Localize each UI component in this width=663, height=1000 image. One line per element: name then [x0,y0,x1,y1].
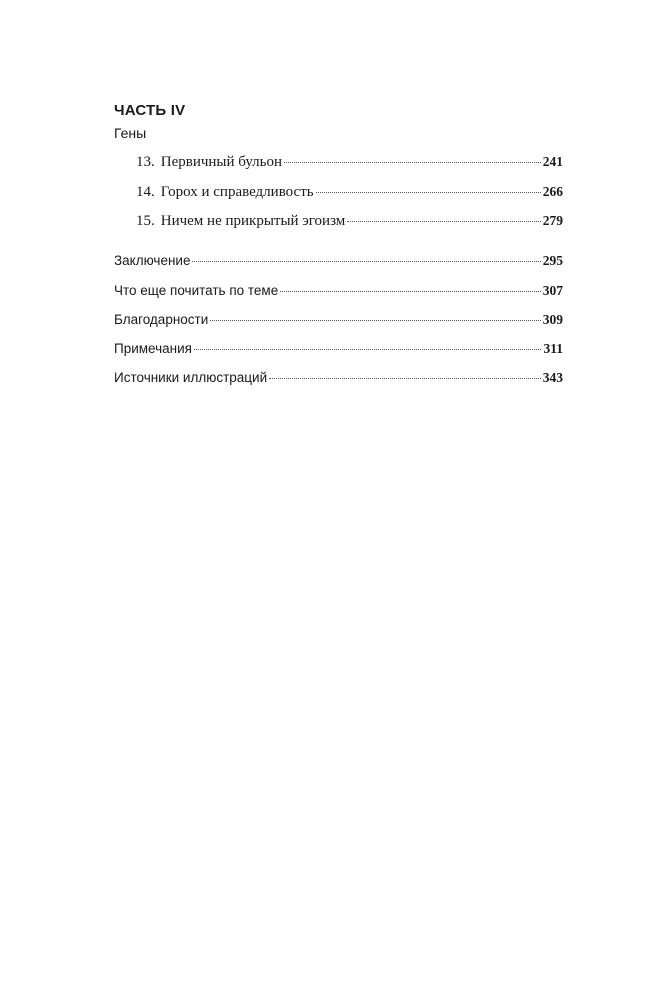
back-matter-page-number: 311 [543,341,563,356]
chapter-page-number: 241 [542,154,563,169]
toc-acknowledgements[interactable] [114,312,563,328]
part-subtitle: Гены [114,125,147,141]
dot-leader [192,261,540,262]
chapter-number: 13. [136,154,155,170]
back-matter-page-number: 307 [542,283,563,298]
back-matter-title: Заключение [114,253,191,268]
chapter-title: Ничем не прикрытый эгоизм [160,213,346,229]
dot-leader [347,221,540,222]
chapter-page-number: 266 [542,184,563,199]
chapter-label [136,154,282,171]
dot-leader [284,162,541,163]
dot-leader [210,320,540,321]
toc-chapter-13[interactable] [136,154,563,171]
part-heading: ЧАСТЬ IV [114,102,186,119]
chapter-label [136,184,314,201]
back-matter-page-number: 343 [542,370,563,385]
chapter-page-number: 279 [542,213,563,228]
dot-leader [316,192,541,193]
chapter-title: Первичный бульон [160,154,283,170]
back-matter-title: Благодарности [114,312,209,327]
toc-chapter-15[interactable] [136,213,563,230]
toc-chapter-14[interactable] [136,184,563,201]
back-matter-page-number: 295 [542,253,563,268]
toc-further-reading[interactable] [114,283,563,299]
dot-leader [280,291,541,292]
back-matter-title: Источники иллюстраций [114,370,268,385]
chapter-number: 14. [136,184,155,200]
chapter-title: Горох и справедливость [160,184,314,200]
back-matter-title: Что еще почитать по теме [114,283,279,298]
dot-leader [194,349,542,350]
toc-conclusion[interactable] [114,253,563,269]
chapter-label [136,213,345,230]
back-matter-page-number: 309 [542,312,563,327]
toc-notes[interactable] [114,341,563,357]
chapter-number: 15. [136,213,155,229]
toc-image-sources[interactable] [114,370,563,386]
back-matter-title: Примечания [114,341,192,356]
dot-leader [269,378,541,379]
